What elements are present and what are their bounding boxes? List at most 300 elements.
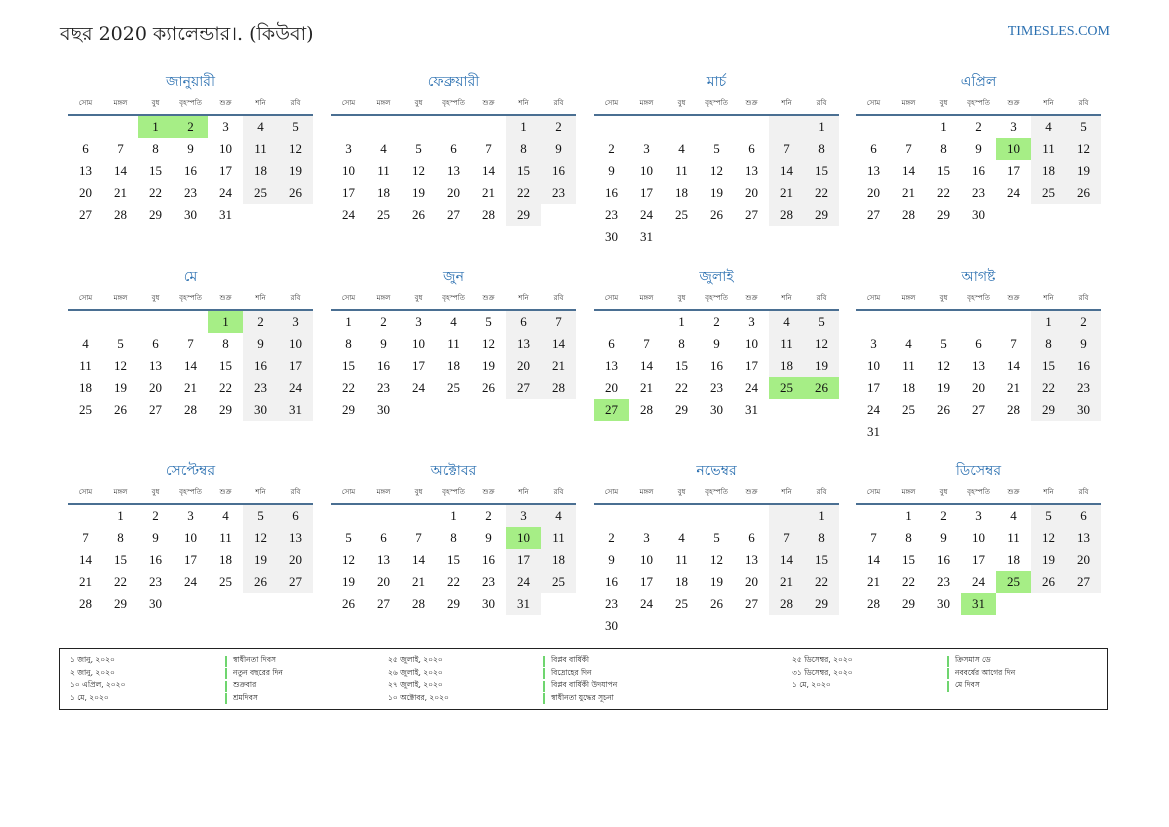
weekday-header (331, 481, 576, 505)
weekday-label: বৃহস্পতি (705, 99, 728, 107)
day-cell: 19 (412, 185, 425, 200)
legend-date: ২ জানু, ২০২০ (70, 667, 115, 677)
weekday-label: বুধ (414, 488, 423, 496)
month-title: ফেব্রুয়ারী (427, 74, 480, 90)
month-title: মে (183, 269, 198, 285)
month-title: জুন (443, 269, 464, 285)
day-cell: 28 (412, 596, 425, 611)
day-cell: 29 (219, 402, 232, 417)
day-cell: 16 (1066, 355, 1101, 377)
day-cell: 26 (412, 207, 425, 222)
day-cell: 3 (870, 336, 877, 351)
day-cell: 18 (243, 160, 278, 182)
day-cell: 22 (447, 574, 460, 589)
legend-date: ১০ অক্টোবর, ২০২০ (388, 692, 449, 702)
day-cell: 31 (219, 207, 232, 222)
day-cell: 22 (902, 574, 915, 589)
weekday-label: মঙ্গল (639, 294, 654, 302)
empty-day-cell (366, 116, 401, 138)
day-cell: 6 (975, 336, 982, 351)
day-cell: 7 (485, 141, 492, 156)
weekday-label: রবি (816, 294, 827, 302)
day-cell: 4 (1031, 116, 1066, 138)
day-cell: 21 (412, 574, 425, 589)
weekday-label: শনি (255, 294, 266, 302)
day-cell: 20 (745, 574, 758, 589)
day-cell: 20 (1066, 549, 1101, 571)
weekday-label: বৃহস্পতি (705, 488, 728, 496)
weekday-label: বৃহস্পতি (179, 488, 202, 496)
day-cell: 26 (342, 596, 355, 611)
day-cell: 4 (905, 336, 912, 351)
holiday-day-cell: 10 (506, 527, 541, 549)
month-title: জানুয়ারী (166, 74, 215, 90)
day-cell: 7 (870, 530, 877, 545)
day-cell: 14 (1007, 358, 1020, 373)
day-cell: 8 (940, 141, 947, 156)
day-cell: 14 (482, 163, 495, 178)
day-cell: 26 (482, 380, 495, 395)
day-cell: 14 (867, 552, 880, 567)
day-cell: 19 (1066, 160, 1101, 182)
empty-day-cell (891, 311, 926, 333)
weekday-label: শুক্র (745, 294, 758, 302)
month-block (68, 461, 313, 615)
day-cell: 22 (1031, 377, 1066, 399)
legend-date: ১ জানু, ২০২০ (70, 655, 115, 665)
day-cell: 29 (902, 596, 915, 611)
legend-holiday-name: নতুন বছরের দিন (233, 667, 283, 677)
day-cell: 1 (506, 116, 541, 138)
day-cell: 2 (940, 508, 947, 523)
site-link[interactable]: TIMESLES.COM (1007, 24, 1110, 39)
day-cell: 1 (345, 314, 352, 329)
day-cell: 24 (745, 380, 758, 395)
weekday-label: শুক্র (1007, 488, 1020, 496)
day-cell: 28 (482, 207, 495, 222)
day-cell: 12 (937, 358, 950, 373)
day-cell: 18 (1007, 552, 1020, 567)
day-cell: 3 (222, 119, 229, 134)
day-cell: 7 (82, 530, 89, 545)
empty-day-cell (961, 311, 996, 333)
day-cell: 16 (605, 185, 618, 200)
day-cell: 5 (940, 336, 947, 351)
day-cell: 26 (937, 402, 950, 417)
day-cell: 4 (243, 116, 278, 138)
day-cell: 16 (184, 163, 197, 178)
weekday-label: বৃহস্পতি (179, 294, 202, 302)
day-cell: 11 (902, 358, 915, 373)
day-cell: 29 (149, 207, 162, 222)
month-title: এপ্রিল (960, 74, 997, 90)
day-cell: 29 (937, 207, 950, 222)
weekday-header (68, 481, 313, 505)
day-cell: 14 (114, 163, 127, 178)
day-cell: 16 (541, 160, 576, 182)
day-cell: 30 (605, 229, 618, 244)
day-cell: 28 (541, 377, 576, 399)
day-cell: 7 (187, 336, 194, 351)
day-cell: 28 (184, 402, 197, 417)
day-cell: 14 (541, 333, 576, 355)
day-cell: 22 (219, 380, 232, 395)
day-cell: 6 (1066, 505, 1101, 527)
day-cell: 28 (79, 596, 92, 611)
weekday-label: বৃহস্পতি (967, 99, 990, 107)
month-block (856, 461, 1101, 615)
day-cell: 4 (678, 141, 685, 156)
day-cell: 8 (804, 138, 839, 160)
day-cell: 24 (506, 571, 541, 593)
empty-day-cell (103, 116, 138, 138)
day-cell: 21 (482, 185, 495, 200)
holiday-legend (59, 648, 1108, 710)
day-cell: 8 (1031, 333, 1066, 355)
legend-item (792, 668, 1132, 681)
day-cell: 7 (1010, 336, 1017, 351)
day-cell: 22 (937, 185, 950, 200)
day-cell: 2 (975, 119, 982, 134)
legend-marker (543, 656, 545, 667)
day-cell: 9 (152, 530, 159, 545)
day-cell: 5 (1066, 116, 1101, 138)
weekday-label: শনি (255, 99, 266, 107)
legend-marker (225, 668, 227, 679)
day-cell: 24 (640, 207, 653, 222)
day-cell: 17 (412, 358, 425, 373)
day-cell: 12 (114, 358, 127, 373)
empty-day-cell (401, 505, 436, 527)
legend-column (792, 655, 1132, 693)
day-cell: 11 (447, 336, 460, 351)
day-cell: 15 (219, 358, 232, 373)
weekday-label: বুধ (677, 294, 686, 302)
day-cell: 27 (745, 207, 758, 222)
day-cell: 19 (482, 358, 495, 373)
day-cell: 28 (640, 402, 653, 417)
day-cell: 17 (219, 163, 232, 178)
day-cell: 20 (278, 549, 313, 571)
legend-marker (947, 681, 949, 692)
day-cell: 20 (149, 380, 162, 395)
empty-day-cell (629, 505, 664, 527)
legend-marker (947, 668, 949, 679)
day-cell: 2 (243, 311, 278, 333)
day-cell: 25 (377, 207, 390, 222)
day-cell: 16 (710, 358, 723, 373)
day-cell: 19 (114, 380, 127, 395)
day-cell: 25 (675, 596, 688, 611)
weekday-label: শনি (518, 488, 529, 496)
day-cell: 4 (1010, 508, 1017, 523)
day-cell: 11 (769, 333, 804, 355)
empty-day-cell (366, 505, 401, 527)
weekday-label: সোম (866, 488, 881, 496)
empty-day-cell (629, 116, 664, 138)
legend-holiday-name: মে দিবস (955, 680, 980, 690)
day-cell: 5 (713, 530, 720, 545)
day-cell: 5 (485, 314, 492, 329)
day-cell: 19 (342, 574, 355, 589)
day-cell: 20 (867, 185, 880, 200)
day-cell: 18 (1031, 160, 1066, 182)
day-cell: 13 (1066, 527, 1101, 549)
weekday-label: বুধ (677, 488, 686, 496)
empty-day-cell (856, 311, 891, 333)
day-cell: 16 (605, 574, 618, 589)
empty-day-cell (699, 116, 734, 138)
day-grid (594, 116, 839, 248)
day-grid (856, 116, 1101, 226)
weekday-label: সোম (78, 488, 93, 496)
day-cell: 21 (79, 574, 92, 589)
day-cell: 26 (243, 571, 278, 593)
empty-day-cell (699, 505, 734, 527)
day-cell: 8 (678, 336, 685, 351)
day-cell: 20 (972, 380, 985, 395)
day-cell: 4 (769, 311, 804, 333)
day-cell: 4 (222, 508, 229, 523)
weekday-label: সোম (341, 294, 356, 302)
weekday-label: সোম (866, 99, 881, 107)
weekday-label: শুক্র (482, 99, 495, 107)
day-cell: 5 (804, 311, 839, 333)
empty-day-cell (103, 311, 138, 333)
weekday-label: শনি (1043, 488, 1054, 496)
day-cell: 2 (1066, 311, 1101, 333)
weekday-label: মঙ্গল (376, 294, 391, 302)
legend-date: ৩১ ডিসেম্বর, ২০২০ (792, 667, 853, 677)
empty-day-cell (594, 505, 629, 527)
empty-day-cell (173, 311, 208, 333)
day-cell: 2 (713, 314, 720, 329)
day-cell: 19 (710, 185, 723, 200)
day-cell: 15 (342, 358, 355, 373)
day-cell: 28 (867, 596, 880, 611)
day-cell: 22 (804, 571, 839, 593)
day-cell: 16 (482, 552, 495, 567)
day-cell: 9 (187, 141, 194, 156)
day-cell: 4 (678, 530, 685, 545)
day-cell: 11 (243, 138, 278, 160)
legend-item (70, 668, 410, 681)
day-cell: 29 (675, 402, 688, 417)
weekday-label: মঙ্গল (901, 99, 916, 107)
holiday-day-cell: 31 (961, 593, 996, 615)
day-cell: 22 (804, 182, 839, 204)
empty-day-cell (926, 311, 961, 333)
day-cell: 30 (149, 596, 162, 611)
day-cell: 17 (972, 552, 985, 567)
day-cell: 19 (278, 160, 313, 182)
day-cell: 21 (184, 380, 197, 395)
day-cell: 18 (675, 574, 688, 589)
day-cell: 6 (450, 141, 457, 156)
empty-day-cell (471, 116, 506, 138)
weekday-label: মঙ্গল (113, 294, 128, 302)
day-cell: 18 (769, 355, 804, 377)
day-cell: 23 (377, 380, 390, 395)
weekday-label: রবি (816, 99, 827, 107)
day-cell: 2 (608, 530, 615, 545)
day-cell: 15 (506, 160, 541, 182)
day-cell: 3 (506, 505, 541, 527)
day-cell: 25 (1031, 182, 1066, 204)
day-cell: 15 (804, 549, 839, 571)
day-cell: 17 (745, 358, 758, 373)
day-cell: 18 (447, 358, 460, 373)
day-cell: 5 (243, 505, 278, 527)
day-grid (856, 311, 1101, 443)
empty-day-cell (996, 311, 1031, 333)
day-cell: 12 (243, 527, 278, 549)
day-cell: 21 (541, 355, 576, 377)
day-cell: 12 (1031, 527, 1066, 549)
day-cell: 20 (377, 574, 390, 589)
day-cell: 29 (1031, 399, 1066, 421)
day-cell: 11 (377, 163, 390, 178)
day-cell: 22 (149, 185, 162, 200)
day-cell: 31 (506, 593, 541, 615)
day-cell: 25 (219, 574, 232, 589)
weekday-label: শনি (255, 488, 266, 496)
day-cell: 26 (710, 207, 723, 222)
day-cell: 29 (114, 596, 127, 611)
day-cell: 8 (905, 530, 912, 545)
day-cell: 27 (1066, 571, 1101, 593)
day-cell: 22 (506, 182, 541, 204)
empty-day-cell (68, 505, 103, 527)
weekday-label: মঙ্গল (113, 99, 128, 107)
day-cell: 26 (1066, 182, 1101, 204)
legend-date: ১ মে, ২০২০ (792, 680, 831, 690)
day-cell: 3 (643, 530, 650, 545)
day-cell: 8 (222, 336, 229, 351)
day-cell: 12 (710, 552, 723, 567)
weekday-label: বুধ (677, 99, 686, 107)
empty-day-cell (734, 116, 769, 138)
day-cell: 21 (640, 380, 653, 395)
holiday-day-cell: 26 (804, 377, 839, 399)
day-cell: 8 (152, 141, 159, 156)
day-cell: 19 (710, 574, 723, 589)
day-cell: 11 (1007, 530, 1020, 545)
legend-item (388, 680, 728, 693)
day-cell: 23 (710, 380, 723, 395)
day-cell: 24 (342, 207, 355, 222)
day-cell: 8 (506, 138, 541, 160)
legend-holiday-name: বিপ্লব বার্ষিকী (551, 655, 590, 665)
month-block (594, 267, 839, 421)
day-cell: 24 (1007, 185, 1020, 200)
day-cell: 13 (79, 163, 92, 178)
day-cell: 4 (82, 336, 89, 351)
month-block (68, 72, 313, 226)
day-cell: 5 (278, 116, 313, 138)
day-cell: 2 (380, 314, 387, 329)
day-cell: 7 (415, 530, 422, 545)
legend-item (792, 680, 1132, 693)
day-cell: 15 (447, 552, 460, 567)
legend-marker (543, 681, 545, 692)
day-cell: 28 (902, 207, 915, 222)
day-cell: 17 (342, 185, 355, 200)
day-cell: 10 (867, 358, 880, 373)
day-cell: 2 (152, 508, 159, 523)
day-cell: 30 (482, 596, 495, 611)
day-cell: 2 (608, 141, 615, 156)
empty-day-cell (664, 505, 699, 527)
empty-day-cell (68, 116, 103, 138)
day-cell: 29 (506, 204, 541, 226)
day-cell: 10 (412, 336, 425, 351)
day-cell: 30 (377, 402, 390, 417)
day-cell: 31 (867, 424, 880, 439)
day-cell: 6 (278, 505, 313, 527)
day-cell: 19 (937, 380, 950, 395)
empty-day-cell (436, 116, 471, 138)
day-cell: 5 (117, 336, 124, 351)
weekday-label: বুধ (414, 99, 423, 107)
weekday-label: সোম (866, 294, 881, 302)
day-cell: 25 (447, 380, 460, 395)
day-cell: 23 (149, 574, 162, 589)
month-block (856, 267, 1101, 443)
legend-holiday-name: বিদ্রোহের দিন (551, 667, 592, 677)
weekday-label: রবি (816, 488, 827, 496)
day-cell: 22 (114, 574, 127, 589)
day-grid (331, 311, 576, 421)
legend-date: ২৭ জুলাই, ২০২০ (388, 680, 443, 690)
holiday-day-cell: 1 (138, 116, 173, 138)
day-cell: 4 (380, 141, 387, 156)
weekday-label: শনি (518, 294, 529, 302)
day-grid (68, 505, 313, 615)
weekday-label: রবি (1078, 99, 1089, 107)
day-cell: 20 (79, 185, 92, 200)
day-cell: 23 (482, 574, 495, 589)
day-cell: 25 (79, 402, 92, 417)
month-block (331, 461, 576, 615)
day-cell: 10 (219, 141, 232, 156)
day-cell: 18 (675, 185, 688, 200)
day-cell: 30 (937, 596, 950, 611)
empty-day-cell (856, 505, 891, 527)
day-cell: 16 (243, 355, 278, 377)
day-grid (331, 505, 576, 615)
day-cell: 24 (867, 402, 880, 417)
weekday-label: সোম (341, 99, 356, 107)
day-cell: 1 (804, 505, 839, 527)
legend-date: ১ মে, ২০২০ (70, 692, 109, 702)
day-grid (331, 116, 576, 226)
day-cell: 15 (804, 160, 839, 182)
weekday-label: রবি (290, 99, 301, 107)
weekday-label: মঙ্গল (639, 488, 654, 496)
weekday-label: সোম (604, 488, 619, 496)
day-cell: 12 (1066, 138, 1101, 160)
month-title: জুলাই (699, 269, 734, 285)
legend-item (70, 680, 410, 693)
day-cell: 21 (1007, 380, 1020, 395)
day-cell: 13 (149, 358, 162, 373)
weekday-label: শনি (781, 294, 792, 302)
day-cell: 9 (380, 336, 387, 351)
empty-day-cell (331, 505, 366, 527)
day-cell: 26 (1031, 571, 1066, 593)
legend-date: ২৫ ডিসেম্বর, ২০২০ (792, 655, 853, 665)
